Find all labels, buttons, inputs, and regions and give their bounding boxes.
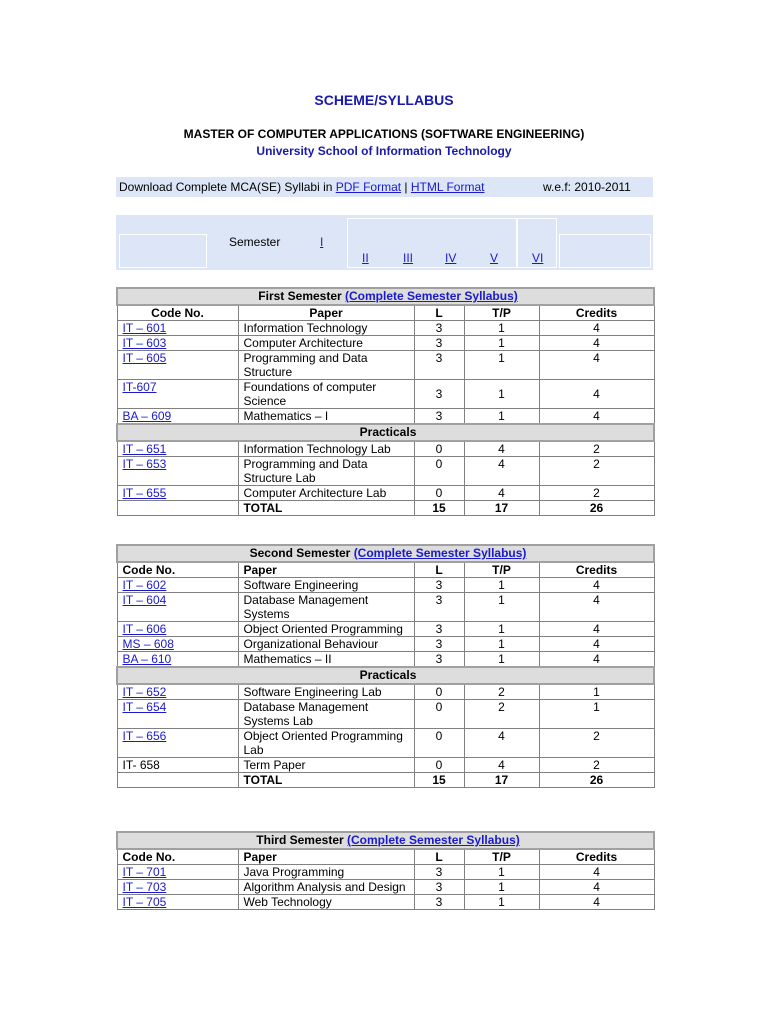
credits-value: 4 [539,865,654,880]
paper-name: Foundations of computer Science [238,380,414,409]
tp-value: 1 [464,622,539,637]
paper-name: Programming and Data Structure Lab [238,457,414,486]
semester-title-text: First Semester [258,289,342,303]
col-l: L [414,305,464,321]
col-credits: Credits [539,849,654,865]
credits-value: 4 [539,336,654,351]
col-tp: T/P [464,849,539,865]
tp-value: 2 [464,684,539,700]
credits-value: 1 [539,700,654,729]
paper-name: Object Oriented Programming Lab [238,729,414,758]
table-row [117,578,654,593]
credits-value: 4 [539,622,654,637]
complete-syllabus-link[interactable]: (Complete Semester Syllabus) [353,546,527,560]
page-title: SCHEME/SYLLABUS [314,92,454,108]
total-empty [117,501,238,516]
table-row [117,380,654,409]
practicals-header [117,667,654,684]
download-separator: | [401,180,411,194]
column-header-row [117,562,654,578]
l-value: 0 [414,700,464,729]
paper-name: Java Programming [238,865,414,880]
paper-name: Mathematics – II [238,652,414,668]
course-code-link[interactable]: IT – 602 [122,578,167,592]
tp-value: 1 [464,593,539,622]
first-semester-table [116,287,655,516]
semester-label: Semester [229,235,281,249]
l-value: 3 [414,622,464,637]
semester-link-vi[interactable]: VI [532,251,544,265]
table-row [117,684,654,700]
course-code: IT- 658 [117,758,238,773]
course-code-link[interactable]: IT – 601 [122,321,167,335]
table-row [117,895,654,910]
l-value: 3 [414,637,464,652]
l-value: 0 [414,457,464,486]
table-row [117,700,654,729]
semester-title [117,545,654,562]
credits-value: 4 [539,637,654,652]
tp-value: 4 [464,729,539,758]
credits-value: 2 [539,486,654,501]
course-code-link[interactable]: IT – 701 [122,865,167,879]
second-semester-table [116,544,655,788]
table-row [117,336,654,351]
credits-value: 2 [539,457,654,486]
credits-value: 2 [539,758,654,773]
table-row [117,729,654,758]
paper-name: Algorithm Analysis and Design [238,880,414,895]
total-tp: 17 [464,501,539,516]
credits-value: 4 [539,409,654,425]
l-value: 3 [414,593,464,622]
course-code-link[interactable]: IT – 606 [122,622,167,636]
tp-value: 1 [464,652,539,668]
paper-name: Web Technology [238,895,414,910]
tp-value: 1 [464,380,539,409]
course-code-link[interactable]: IT – 705 [122,895,167,909]
course-code-link[interactable]: BA – 609 [122,409,172,423]
total-l: 15 [414,773,464,788]
col-code: Code No. [117,849,238,865]
paper-name: Database Management Systems [238,593,414,622]
semester-header [117,832,654,849]
credits-value: 2 [539,729,654,758]
l-value: 3 [414,321,464,336]
semester-link-iii[interactable]: III [403,251,414,265]
credits-value: 4 [539,351,654,380]
table-row [117,593,654,622]
course-code-link[interactable]: IT – 603 [122,336,167,350]
l-value: 0 [414,486,464,501]
practicals-label: Practicals [117,424,654,441]
total-credits: 26 [539,501,654,516]
l-value: 3 [414,652,464,668]
credits-value: 4 [539,895,654,910]
credits-value: 4 [539,880,654,895]
semester-nav-cell [559,234,651,268]
course-code-link[interactable]: IT – 604 [122,593,167,607]
course-code-link[interactable]: BA – 610 [122,652,172,666]
col-paper: Paper [238,562,414,578]
l-value: 0 [414,441,464,457]
paper-name: Software Engineering Lab [238,684,414,700]
l-value: 0 [414,684,464,700]
tp-value: 2 [464,700,539,729]
tp-value: 1 [464,880,539,895]
paper-name: Organizational Behaviour [238,637,414,652]
total-empty [117,773,238,788]
table-row [117,409,654,425]
tp-value: 1 [464,865,539,880]
table-row [117,321,654,336]
l-value: 3 [414,865,464,880]
paper-name: Term Paper [238,758,414,773]
paper-name: Object Oriented Programming [238,622,414,637]
credits-value: 2 [539,441,654,457]
third-semester-table [116,831,655,910]
col-paper: Paper [238,305,414,321]
table-row [117,441,654,457]
semester-nav [116,215,653,270]
l-value: 3 [414,409,464,425]
total-l: 15 [414,501,464,516]
paper-name: Information Technology [238,321,414,336]
tp-value: 1 [464,895,539,910]
total-row [117,501,654,516]
l-value: 3 [414,880,464,895]
table-row [117,758,654,773]
course-code-link[interactable]: IT – 651 [122,442,167,456]
total-tp: 17 [464,773,539,788]
table-row [117,637,654,652]
course-code-link[interactable]: IT – 605 [122,351,167,365]
school-name: University School of Information Technology [256,144,512,158]
course-code-link[interactable]: IT – 653 [122,457,167,471]
tp-value: 4 [464,457,539,486]
credits-value: 4 [539,652,654,668]
download-text [119,177,484,197]
semester-title-text: Second Semester [249,546,351,560]
tp-value: 1 [464,578,539,593]
tp-value: 1 [464,637,539,652]
semester-link-ii[interactable]: II [362,251,369,265]
program-name: MASTER OF COMPUTER APPLICATIONS (SOFTWARE ENGINEERING) [183,127,585,141]
semester-title [117,288,654,305]
l-value: 3 [414,351,464,380]
credits-value: 4 [539,593,654,622]
credits-value: 1 [539,684,654,700]
practicals-label: Practicals [117,667,654,684]
course-code-link[interactable]: MS – 608 [122,637,174,651]
table-row [117,622,654,637]
total-row [117,773,654,788]
semester-link-i[interactable]: I [320,235,324,249]
effective-date: w.e.f: 2010-2011 [543,180,631,194]
table-row [117,865,654,880]
tp-value: 1 [464,321,539,336]
credits-value: 4 [539,380,654,409]
course-code-link[interactable]: IT-607 [122,380,157,394]
l-value: 3 [414,380,464,409]
course-code-link[interactable]: IT – 654 [122,700,167,714]
semester-title-text: Third Semester [256,833,344,847]
table-row [117,457,654,486]
tp-value: 1 [464,409,539,425]
col-code: Code No. [117,305,238,321]
l-value: 3 [414,578,464,593]
paper-name: Database Management Systems Lab [238,700,414,729]
l-value: 3 [414,336,464,351]
tp-value: 4 [464,441,539,457]
semester-nav-cell [119,234,207,268]
col-paper: Paper [238,849,414,865]
tp-value: 4 [464,758,539,773]
html-format-link[interactable]: HTML Format [410,180,485,194]
course-code-link[interactable]: IT – 655 [122,486,167,500]
practicals-header [117,424,654,441]
l-value: 3 [414,895,464,910]
l-value: 0 [414,729,464,758]
semester-title [117,832,654,849]
course-code-link[interactable]: IT – 652 [122,685,167,699]
pdf-format-link[interactable]: PDF Format [335,180,402,194]
column-header-row [117,305,654,321]
download-prefix: Download Complete MCA(SE) Syllabi in [119,180,336,194]
credits-value: 4 [539,578,654,593]
paper-name: Computer Architecture Lab [238,486,414,501]
semester-link-iv[interactable]: IV [445,251,457,265]
complete-syllabus-link[interactable]: (Complete Semester Syllabus) [345,289,518,303]
semester-header [117,545,654,562]
col-code: Code No. [117,562,238,578]
paper-name: Programming and Data Structure [238,351,414,380]
tp-value: 4 [464,486,539,501]
course-code-link[interactable]: IT – 703 [122,880,167,894]
paper-name: Computer Architecture [238,336,414,351]
table-row [117,652,654,668]
col-tp: T/P [464,562,539,578]
col-l: L [414,849,464,865]
table-row [117,880,654,895]
paper-name: Software Engineering [238,578,414,593]
semester-header [117,288,654,305]
column-header-row [117,849,654,865]
credits-value: 4 [539,321,654,336]
col-l: L [414,562,464,578]
table-row [117,486,654,501]
col-credits: Credits [539,305,654,321]
course-code-link[interactable]: IT – 656 [122,729,167,743]
col-credits: Credits [539,562,654,578]
total-label: TOTAL [238,501,414,516]
download-bar [116,177,653,197]
tp-value: 1 [464,336,539,351]
paper-name: Information Technology Lab [238,441,414,457]
paper-name: Mathematics – I [238,409,414,425]
tp-value: 1 [464,351,539,380]
l-value: 0 [414,758,464,773]
complete-syllabus-link[interactable]: (Complete Semester Syllabus) [347,833,520,847]
col-tp: T/P [464,305,539,321]
semester-link-v[interactable]: V [490,251,499,265]
total-credits: 26 [539,773,654,788]
total-label: TOTAL [238,773,414,788]
table-row [117,351,654,380]
